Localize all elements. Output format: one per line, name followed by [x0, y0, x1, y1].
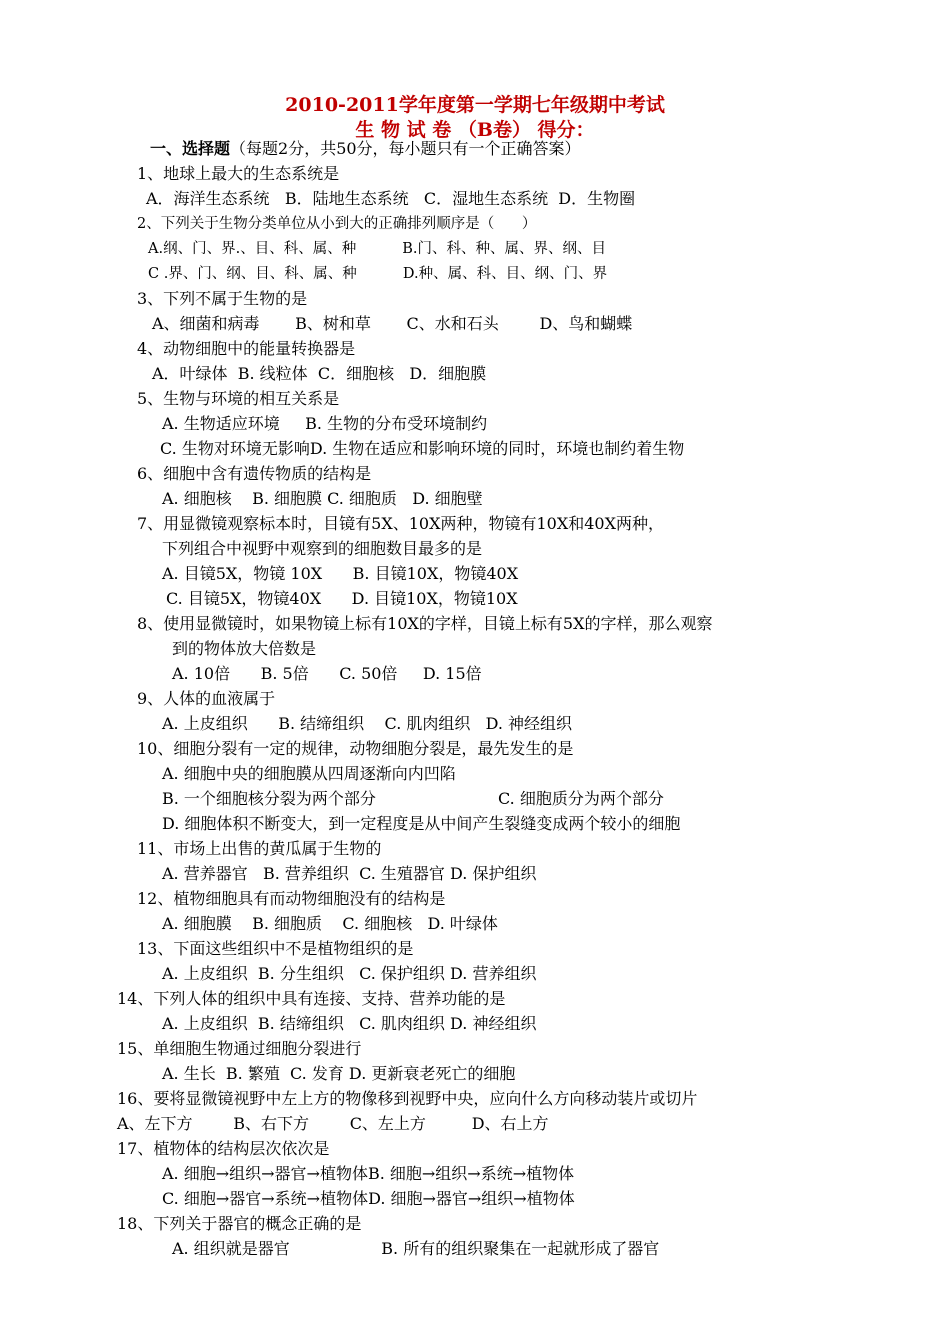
options-1: A．海洋生态系统 B．陆地生态系统 C．湿地生态系统 D．生物圈: [146, 189, 636, 208]
options-12: A. 细胞膜 B. 细胞质 C. 细胞核 D. 叶绿体: [162, 914, 498, 933]
options-5a: A. 生物适应环境 B. 生物的分布受环境制约: [162, 414, 488, 433]
options-8: A. 10倍 B. 5倍 C. 50倍 D. 15倍: [172, 664, 482, 683]
question-13: 13、下面这些组织中不是植物组织的是: [137, 939, 414, 958]
options-7b: C. 目镜5X，物镜40X D. 目镜10X，物镜10X: [166, 589, 518, 608]
exam-subtitle: 生 物 试 卷 （B卷） 得分：: [355, 119, 595, 141]
options-16: A、左下方 B、右下方 C、左上方 D、右上方: [117, 1114, 549, 1133]
options-7a: A. 目镜5X，物镜 10X B. 目镜10X，物镜40X: [162, 564, 519, 583]
question-7-cont: 下列组合中视野中观察到的细胞数目最多的是: [162, 539, 483, 558]
section-title: 一、选择题: [150, 139, 231, 158]
options-10c: D. 细胞体积不断变大，到一定程度是从中间产生裂缝变成两个较小的细胞: [162, 814, 681, 833]
question-11: 11、市场上出售的黄瓜属于生物的: [137, 839, 382, 858]
question-14: 14、下列人体的组织中具有连接、支持、营养功能的是: [117, 989, 506, 1008]
options-13: A. 上皮组织 B. 分生组织 C. 保护组织 D. 营养组织: [162, 964, 537, 983]
question-12: 12、植物细胞具有而动物细胞没有的结构是: [137, 889, 446, 908]
question-17: 17、植物体的结构层次依次是: [117, 1139, 330, 1158]
question-5: 5、生物与环境的相互关系是: [137, 389, 340, 408]
section-heading: [150, 139, 581, 159]
options-11: A. 营养器官 B. 营养组织 C. 生殖器官 D. 保护组织: [162, 864, 537, 883]
options-15: A. 生长 B. 繁殖 C. 发育 D. 更新衰老死亡的细胞: [162, 1064, 516, 1083]
options-9: A. 上皮组织 B. 结缔组织 C. 肌肉组织 D. 神经组织: [162, 714, 573, 733]
question-18: 18、下列关于器官的概念正确的是: [117, 1214, 362, 1233]
question-9: 9、人体的血液属于: [137, 689, 276, 708]
options-5b: C. 生物对环境无影响D. 生物在适应和影响环境的同时，环境也制约着生物: [160, 439, 685, 458]
question-6: 6、细胞中含有遗传物质的结构是: [137, 464, 372, 483]
options-2b: C .界、门、纲、目、科、属、种 D.种、属、科、目、纲、门、界: [148, 266, 608, 282]
question-10: 10、细胞分裂有一定的规律，动物细胞分裂是，最先发生的是: [137, 739, 574, 758]
question-2: 2、下列关于生物分类单位从小到大的正确排列顺序是（ ）: [137, 216, 537, 232]
exam-title: 2010-2011学年度第一学期七年级期中考试: [285, 94, 665, 116]
section-note: （每题2分，共50分，每小题只有一个正确答案）: [230, 139, 581, 158]
question-7: 7、用显微镜观察标本时，目镜有5X、10X两种，物镜有10X和40X两种，: [137, 514, 665, 533]
options-4: A．叶绿体 B. 线粒体 C．细胞核 D．细胞膜: [152, 364, 487, 383]
options-2a: A.纲、门、界.、目、科、属、种 B.门、科、种、属、界、纲、目: [148, 241, 607, 257]
options-18a: A. 组织就是器官 B. 所有的组织聚集在一起就形成了器官: [172, 1239, 660, 1258]
question-1: 1、地球上最大的生态系统是: [137, 164, 340, 183]
options-10b: B. 一个细胞核分裂为两个部分 C. 细胞质分为两个部分: [162, 789, 664, 808]
question-15: 15、单细胞生物通过细胞分裂进行: [117, 1039, 362, 1058]
options-14: A. 上皮组织 B. 结缔组织 C. 肌肉组织 D. 神经组织: [162, 1014, 537, 1033]
options-17a: A. 细胞→组织→器官→植物体B. 细胞→组织→系统→植物体: [162, 1164, 575, 1183]
question-3: 3、下列不属于生物的是: [137, 289, 308, 308]
options-6: A. 细胞核 B. 细胞膜 C. 细胞质 D. 细胞壁: [162, 489, 483, 508]
question-8: 8、使用显微镜时，如果物镜上标有10X的字样，目镜上标有5X的字样，那么观察: [137, 614, 713, 633]
question-8-cont: 到的物体放大倍数是: [172, 639, 317, 658]
question-16: 16、要将显微镜视野中左上方的物像移到视野中央，应向什么方向移动装片或切片: [117, 1089, 698, 1108]
question-4: 4、动物细胞中的能量转换器是: [137, 339, 356, 358]
options-17b: C. 细胞→器官→系统→植物体D. 细胞→器官→组织→植物体: [162, 1189, 575, 1208]
options-3: A、细菌和病毒 B、树和草 C、水和石头 D、鸟和蝴蝶: [152, 314, 633, 333]
options-10a: A. 细胞中央的细胞膜从四周逐渐向内凹陷: [162, 764, 456, 783]
